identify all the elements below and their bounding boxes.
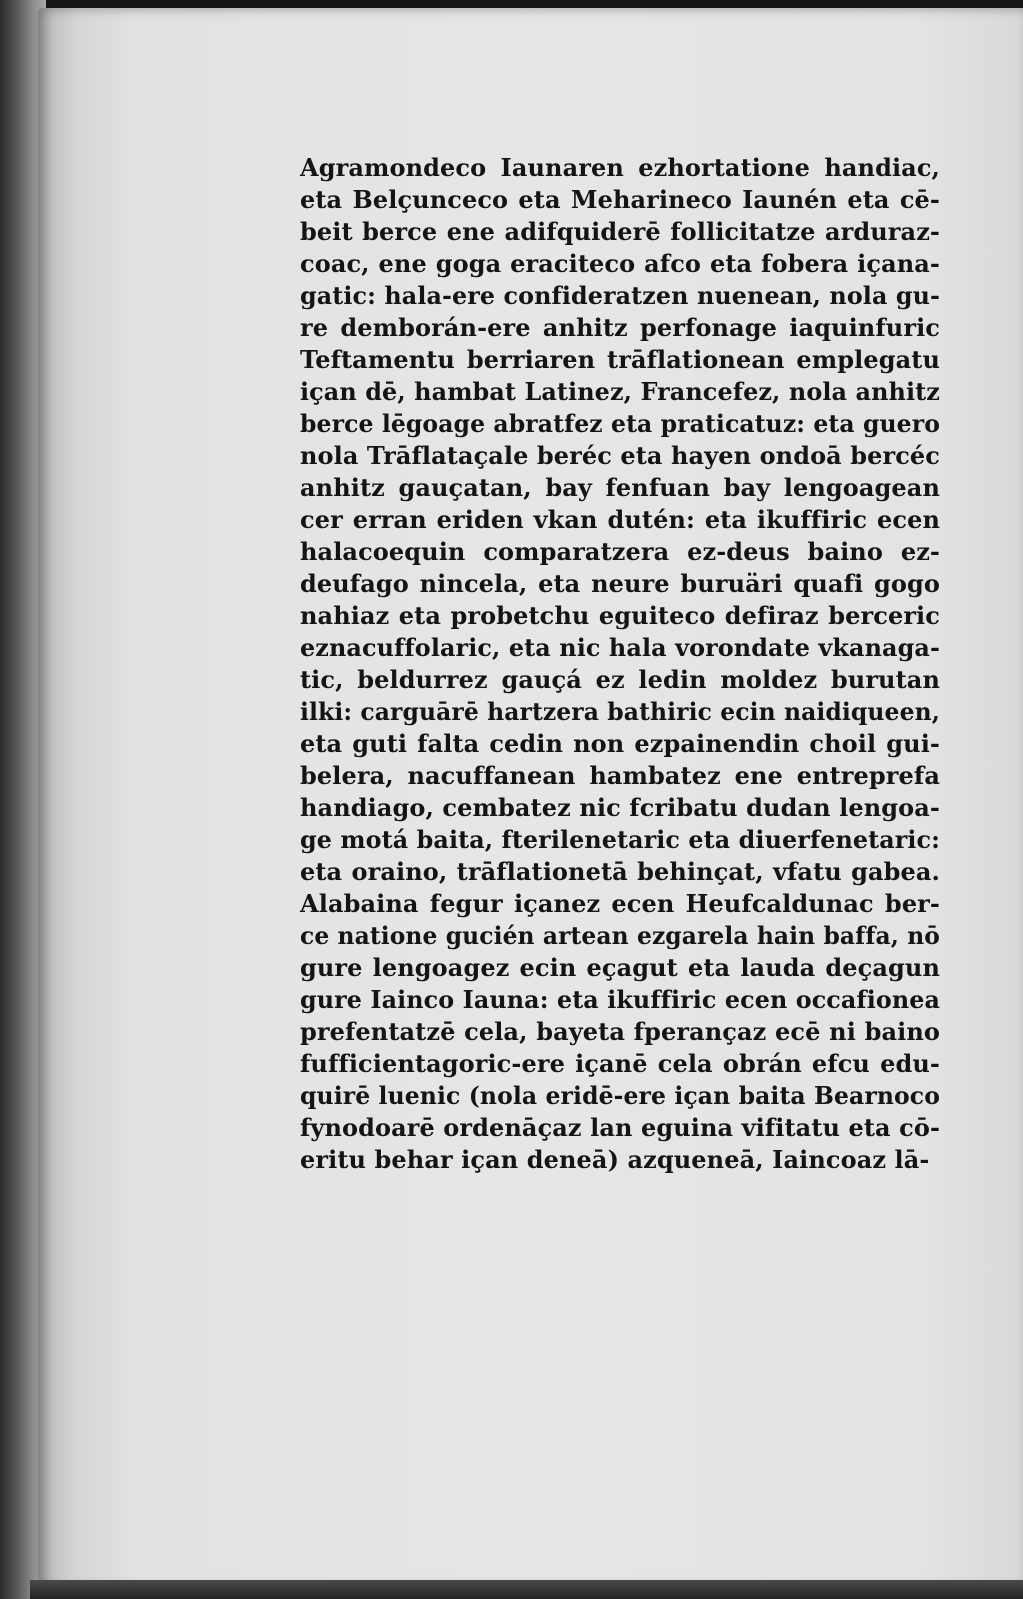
text-line: quirē luenic (nola eridē-ere içan baita Bearnoco <box>300 1081 940 1110</box>
text-line: anhitz gauçatan, bay fenfuan bay lengoagean <box>300 473 940 502</box>
text-line: belera, nacuffanean hambatez ene entreprefa <box>300 761 940 790</box>
text-line: Teftamentu berriaren trāflationean emplegatu <box>300 345 940 374</box>
text-line: eta oraino, trāflationetā behinçat, vfatu gabea. <box>300 857 940 886</box>
text-line: gure lengoagez ecin eçagut eta lauda deçagun <box>300 953 940 982</box>
text-line: cer erran eriden vkan dutén: eta ikuffiric ecen <box>300 505 940 534</box>
text-line: eta Belçunceco eta Meharineco Iaunén eta cē- <box>300 185 940 214</box>
text-line: prefentatzē cela, bayeta fperançaz ecē ni baino <box>300 1017 940 1046</box>
text-line: eritu behar içan deneā) azqueneā, Iaincoaz lā- <box>300 1145 930 1174</box>
text-line: gatic: hala-ere confideratzen nuenean, nola gu- <box>300 281 941 310</box>
text-line: halacoequin comparatzera ez-deus baino ez- <box>300 537 940 566</box>
text-line: fynodoarē ordenāçaz lan eguina vifitatu eta cō- <box>300 1113 941 1142</box>
text-line: coac, ene goga eraciteco afco eta fobera içana- <box>300 249 940 278</box>
text-line: Agramondeco Iaunaren ezhortatione handiac, <box>300 153 940 182</box>
text-line: fufficientagoric-ere içanē cela obrán efcu edu- <box>300 1049 940 1078</box>
text-line: içan dē, hambat Latinez, Francefez, nola anhitz <box>300 377 940 406</box>
text-line: ge motá baita, fterilenetaric eta diuerfenetaric: <box>300 825 941 854</box>
text-line: nola Trāflataçale beréc eta hayen ondoā bercéc <box>300 441 940 470</box>
text-line: tic, beldurrez gauçá ez ledin moldez burutan <box>300 665 940 694</box>
body-text <box>300 152 940 1176</box>
text-line: eta guti falta cedin non ezpainendin choil gui- <box>300 729 940 758</box>
text-line: gure Iainco Iauna: eta ikuffiric ecen occafionea <box>300 985 940 1014</box>
text-line: deufago nincela, eta neure buruäri quafi gogo <box>300 569 940 598</box>
text-line: eznacuffolaric, eta nic hala vorondate vkanaga- <box>300 633 941 662</box>
text-line: Alabaina fegur içanez ecen Heufcaldunac ber- <box>300 889 940 918</box>
text-line: berce lēgoage abratfez eta praticatuz: eta guero <box>300 409 941 438</box>
text-line: beit berce ene adifquiderē follicitatze arduraz- <box>300 217 940 246</box>
text-line: handiago, cembatez nic fcribatu dudan lengoa- <box>300 793 940 822</box>
text-line: re demborán-ere anhitz perfonage iaquinfuric <box>300 313 940 342</box>
text-line: ilki: carguārē hartzera bathiric ecin naidiqueen, <box>300 697 940 726</box>
text-line: ce natione gucién artean ezgarela hain baffa, nō <box>300 921 940 950</box>
text-line: nahiaz eta probetchu eguiteco defiraz berceric <box>300 601 940 630</box>
page-bottom-shadow <box>30 1580 1023 1599</box>
